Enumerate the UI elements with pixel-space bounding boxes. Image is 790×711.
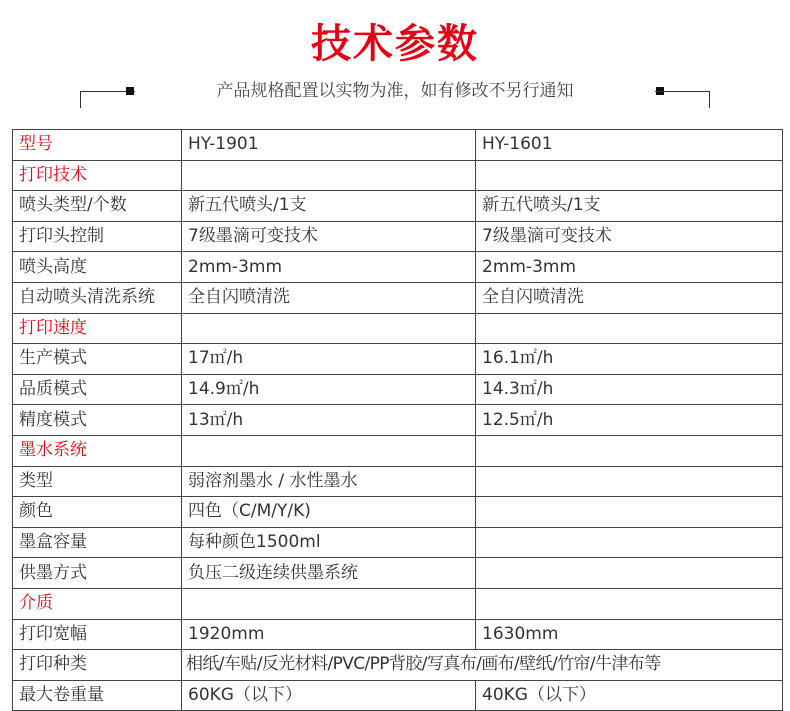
row-label: 生产模式: [13, 344, 182, 375]
subtitle-notice: 产品规格配置以实物为准，如有修改不另行通知: [216, 81, 574, 101]
value-cell-1901: 四色（C/M/Y/K): [182, 497, 476, 528]
row-label: 喷头高度: [13, 252, 182, 283]
right-bracket-decoration: [655, 91, 710, 108]
value-cell-1901: 13㎡/h: [182, 405, 476, 436]
value-cell-1601: [476, 588, 783, 619]
value-cell-1601: [476, 527, 783, 558]
value-cell-1601: 2mm-3mm: [476, 252, 783, 283]
spec-table: [12, 129, 783, 711]
section-title: 打印速度: [13, 313, 182, 344]
value-cell-1601: 新五代喷头/1支: [476, 191, 783, 222]
value-cell-1901: 新五代喷头/1支: [182, 191, 476, 222]
table-row: [13, 221, 783, 252]
row-label: 供墨方式: [13, 558, 182, 589]
section-row: [13, 435, 783, 466]
table-row: [13, 619, 783, 650]
value-cell-1901: 2mm-3mm: [182, 252, 476, 283]
table-row: [13, 558, 783, 589]
table-row: [13, 527, 783, 558]
table-row: [13, 191, 783, 222]
table-row: [13, 466, 783, 497]
page-title: 技术参数: [311, 21, 479, 67]
value-cell-1601: 全自闪喷清洗: [476, 282, 783, 313]
value-cell-1601: [476, 558, 783, 589]
model-name-1901: HY-1901: [182, 130, 476, 161]
row-label: 打印宽幅: [13, 619, 182, 650]
model-header-row: [13, 130, 783, 161]
value-cell-1601: 1630mm: [476, 619, 783, 650]
table-row: [13, 374, 783, 405]
row-label: 颜色: [13, 497, 182, 528]
table-row: [13, 344, 783, 375]
value-cell-1901: [182, 160, 476, 191]
table-row: [13, 650, 783, 681]
value-cell-1601: [476, 435, 783, 466]
value-cell-1901: 60KG（以下）: [182, 680, 476, 711]
row-label: 喷头类型/个数: [13, 191, 182, 222]
value-cell-1601: [476, 313, 783, 344]
row-label: 类型: [13, 466, 182, 497]
model-name-1601: HY-1601: [476, 130, 783, 161]
value-cell-1901: 每种颜色1500ml: [182, 527, 476, 558]
table-row: [13, 252, 783, 283]
value-cell-1601: 14.3㎡/h: [476, 374, 783, 405]
merged-value-cell: 相纸/车贴/反光材料/PVC/PP背胶/写真布/画布/壁纸/竹帘/牛津布等: [182, 650, 783, 681]
value-cell-1601: 12.5㎡/h: [476, 405, 783, 436]
value-cell-1601: 7级墨滴可变技术: [476, 221, 783, 252]
section-title: 介质: [13, 588, 182, 619]
value-cell-1901: 负压二级连续供墨系统: [182, 558, 476, 589]
row-label: 精度模式: [13, 405, 182, 436]
value-cell-1901: [182, 435, 476, 466]
spec-table-body: [13, 130, 783, 711]
row-label: 型号: [13, 130, 182, 161]
table-row: [13, 282, 783, 313]
subtitle-banner: [80, 76, 710, 108]
table-row: [13, 497, 783, 528]
section-row: [13, 160, 783, 191]
section-title: 打印技术: [13, 160, 182, 191]
row-label: 打印种类: [13, 650, 182, 681]
table-row: [13, 680, 783, 711]
value-cell-1901: 17㎡/h: [182, 344, 476, 375]
row-label: 墨盒容量: [13, 527, 182, 558]
row-label: 最大卷重量: [13, 680, 182, 711]
value-cell-1901: 1920mm: [182, 619, 476, 650]
row-label: 品质模式: [13, 374, 182, 405]
section-title: 墨水系统: [13, 435, 182, 466]
value-cell-1901: [182, 588, 476, 619]
value-cell-1901: 全自闪喷清洗: [182, 282, 476, 313]
value-cell-1601: [476, 160, 783, 191]
value-cell-1601: [476, 497, 783, 528]
value-cell-1901: 7级墨滴可变技术: [182, 221, 476, 252]
value-cell-1901: [182, 313, 476, 344]
value-cell-1901: 弱溶剂墨水 / 水性墨水: [182, 466, 476, 497]
value-cell-1601: 40KG（以下）: [476, 680, 783, 711]
row-label: 打印头控制: [13, 221, 182, 252]
row-label: 自动喷头清洗系统: [13, 282, 182, 313]
section-row: [13, 588, 783, 619]
value-cell-1601: [476, 466, 783, 497]
table-row: [13, 405, 783, 436]
value-cell-1601: 16.1㎡/h: [476, 344, 783, 375]
section-row: [13, 313, 783, 344]
value-cell-1901: 14.9㎡/h: [182, 374, 476, 405]
